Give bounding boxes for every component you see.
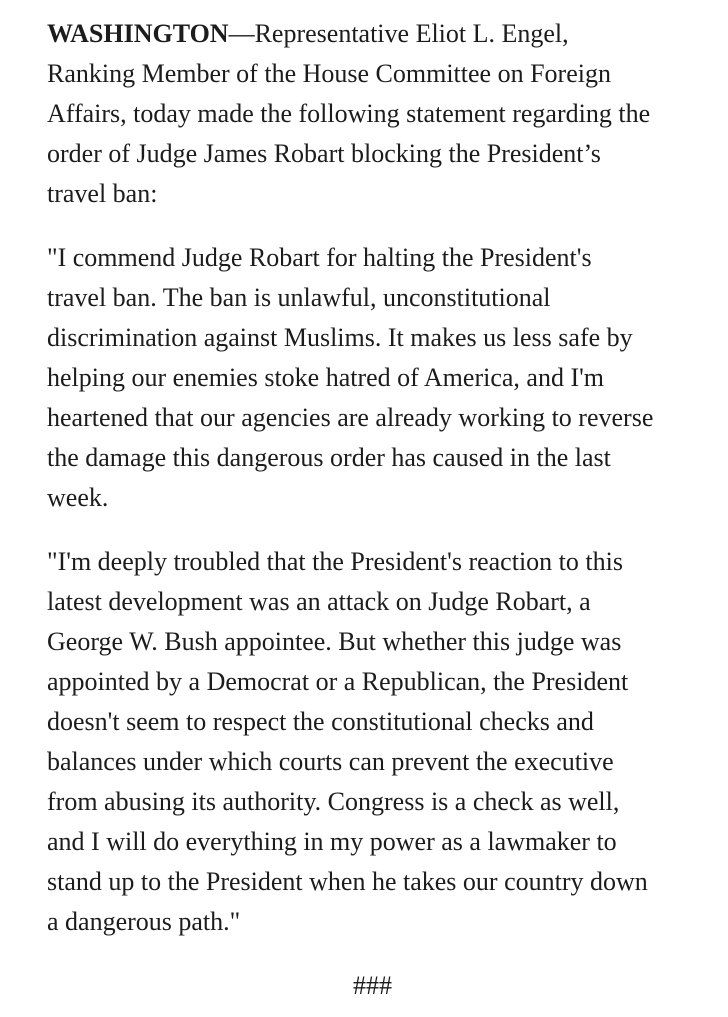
- lead-paragraph: [47, 14, 698, 214]
- dateline: WASHINGTON: [47, 19, 229, 48]
- end-mark: ###: [353, 971, 392, 1000]
- lead-text: —Representative Eliot L. Engel, Ranking Member of the House Committee on Foreign Affairs, today made the following statement regarding the order of Judge James Robart blocking the President’s travel ban:: [47, 19, 651, 208]
- quote-paragraph-2: "I'm deeply troubled that the President's reaction to this latest development was an attack on Judge Robart, a George W. Bush appointee. But whether this judge was appointed by a Democrat or a Republican, the President doesn't seem to respect the constitutional checks and balances under which courts can prevent the executive from abusing its authority. Congress is a check as well, and I will do everything in my power as a lawmaker to stand up to the President when he takes our country down a dangerous path.": [47, 547, 648, 936]
- quote-paragraph-1: "I commend Judge Robart for halting the President's travel ban. The ban is unlawful, unconstitutional discrimination against Muslims. It makes us less safe by helping our enemies stoke hatred of America, and I'm heartened that our agencies are already working to reverse the damage this dangerous order has caused in the last week.: [47, 243, 654, 512]
